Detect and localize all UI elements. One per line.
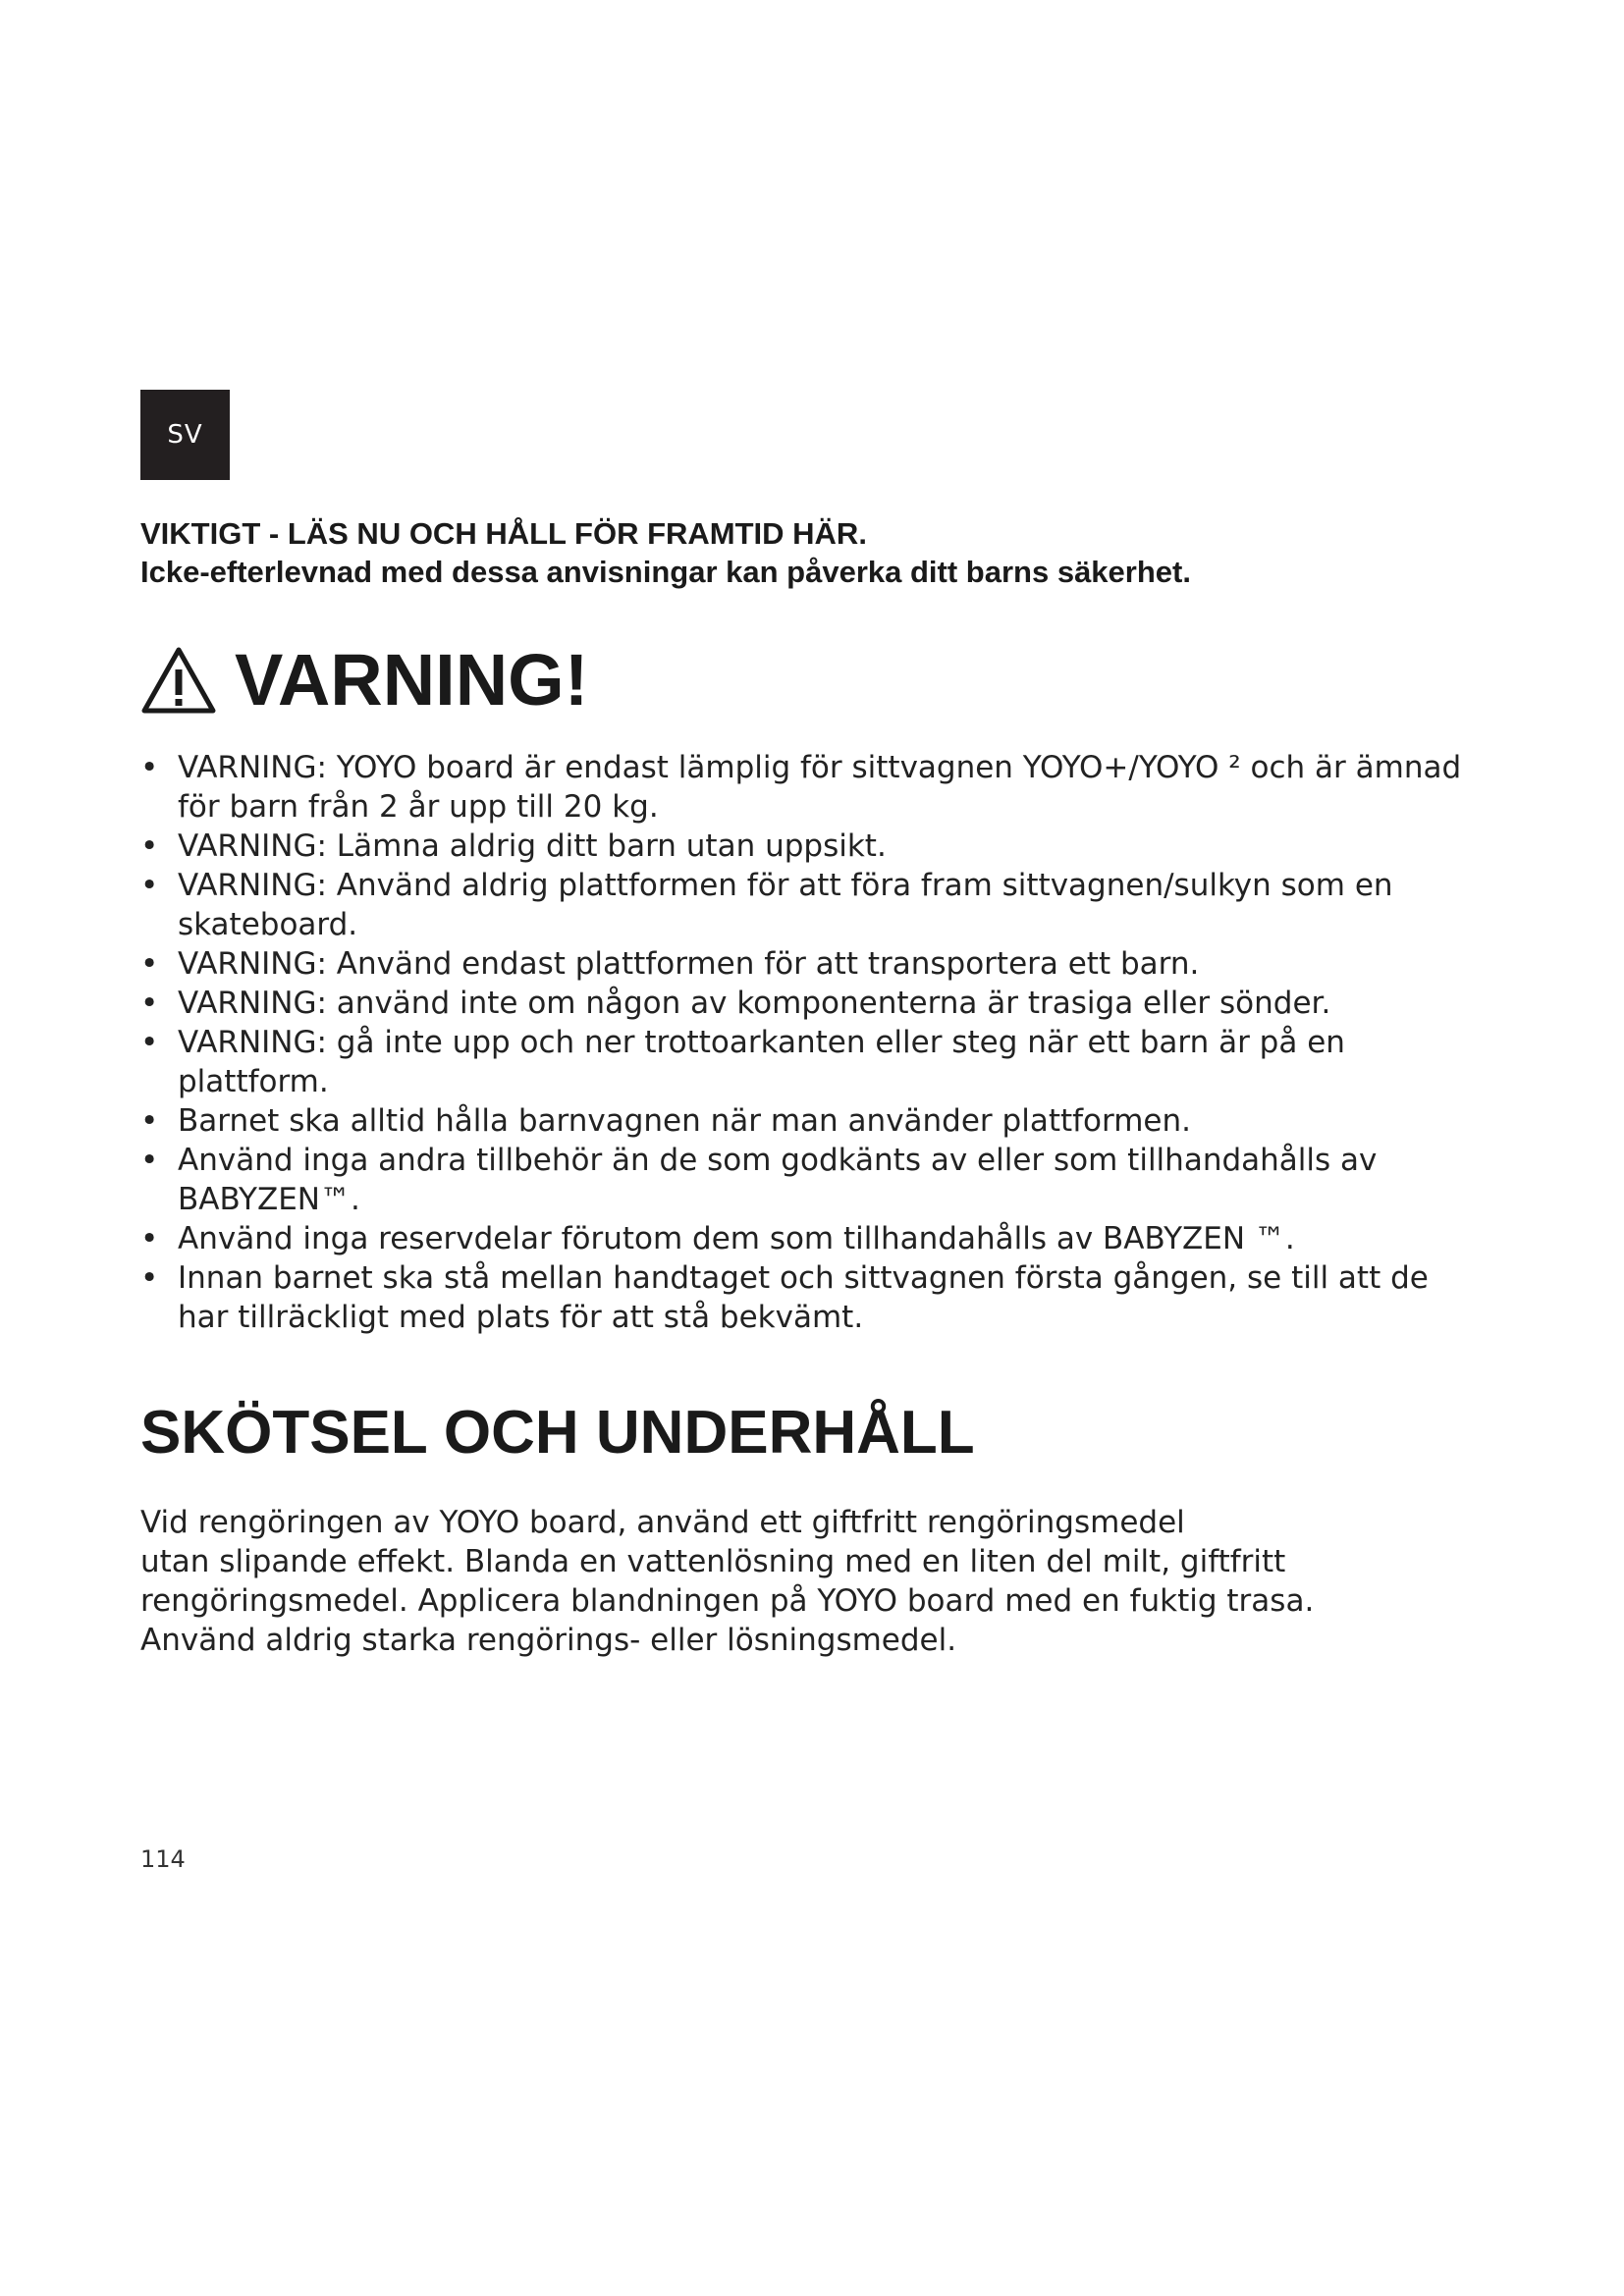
bullet: • (140, 946, 159, 982)
warning-item (140, 748, 1466, 827)
warning-list (140, 748, 1466, 1337)
warning-item (140, 944, 1466, 984)
warning-item-text: Använd inga andra tillbehör än de som godkänts av eller som tillhandahålls av BABYZEN™. (178, 1143, 1378, 1217)
warning-item (140, 984, 1466, 1023)
warning-item (140, 1141, 1466, 1219)
bullet: • (140, 828, 159, 864)
warning-item (140, 1023, 1466, 1101)
bullet: • (140, 1143, 159, 1178)
warning-item-text: VARNING: använd inte om någon av komponenterna är trasiga eller sönder. (178, 986, 1331, 1021)
bullet: • (140, 1103, 159, 1139)
warning-title: VARNING! (235, 639, 589, 721)
bullet: • (140, 1221, 159, 1256)
warning-item-text: Använd inga reservdelar förutom dem som tillhandahålls av BABYZEN ™. (178, 1221, 1295, 1256)
warning-item-text: VARNING: Använd aldrig plattformen för att föra fram sittvagnen/sulkyn som en skateboard. (178, 868, 1393, 942)
warning-item (140, 866, 1466, 944)
care-line: Vid rengöringen av YOYO board, använd ett giftfritt rengöringsmedel (140, 1505, 1185, 1540)
care-section-title: SKÖTSEL OCH UNDERHÅLL (140, 1399, 975, 1467)
care-line: Använd aldrig starka rengörings- eller lösningsmedel. (140, 1623, 957, 1658)
bullet: • (140, 1260, 159, 1296)
important-line-2: Icke-efterlevnad med dessa anvisningar kan påverka ditt barns säkerhet. (140, 555, 1191, 589)
warning-item-text: VARNING: Lämna aldrig ditt barn utan uppsikt. (178, 828, 887, 864)
warning-heading (140, 636, 588, 724)
warning-item-text: VARNING: Använd endast plattformen för att transportera ett barn. (178, 946, 1200, 982)
warning-item (140, 1219, 1466, 1258)
bullet: • (140, 750, 159, 785)
important-line-1: VIKTIGT - LÄS NU OCH HÅLL FÖR FRAMTID HÄR. (140, 516, 867, 551)
bullet: • (140, 986, 159, 1021)
care-line: utan slipande effekt. Blanda en vattenlösning med en liten del milt, giftfritt (140, 1544, 1286, 1579)
warning-item-text: VARNING: YOYO board är endast lämplig för sittvagnen YOYO+/YOYO ² och är ämnad för barn från 2 år upp till 20 kg. (178, 750, 1462, 825)
bullet: • (140, 868, 159, 903)
page-number: 114 (140, 1845, 186, 1873)
warning-item (140, 827, 1466, 866)
care-paragraph (140, 1503, 1495, 1660)
warning-triangle-icon (140, 646, 217, 715)
important-notice (140, 514, 1495, 591)
warning-item (140, 1258, 1466, 1337)
warning-item-text: Barnet ska alltid hålla barnvagnen när man använder plattformen. (178, 1103, 1191, 1139)
warning-item (140, 1101, 1466, 1141)
care-line: rengöringsmedel. Applicera blandningen på YOYO board med en fuktig trasa. (140, 1583, 1315, 1619)
language-badge: SV (140, 390, 230, 480)
warning-item-text: Innan barnet ska stå mellan handtaget och sittvagnen första gången, se till att de har tillräckligt med plats för att stå bekvämt. (178, 1260, 1429, 1335)
warning-item-text: VARNING: gå inte upp och ner trottoarkanten eller steg när ett barn är på en plattform. (178, 1025, 1345, 1099)
bullet: • (140, 1025, 159, 1060)
